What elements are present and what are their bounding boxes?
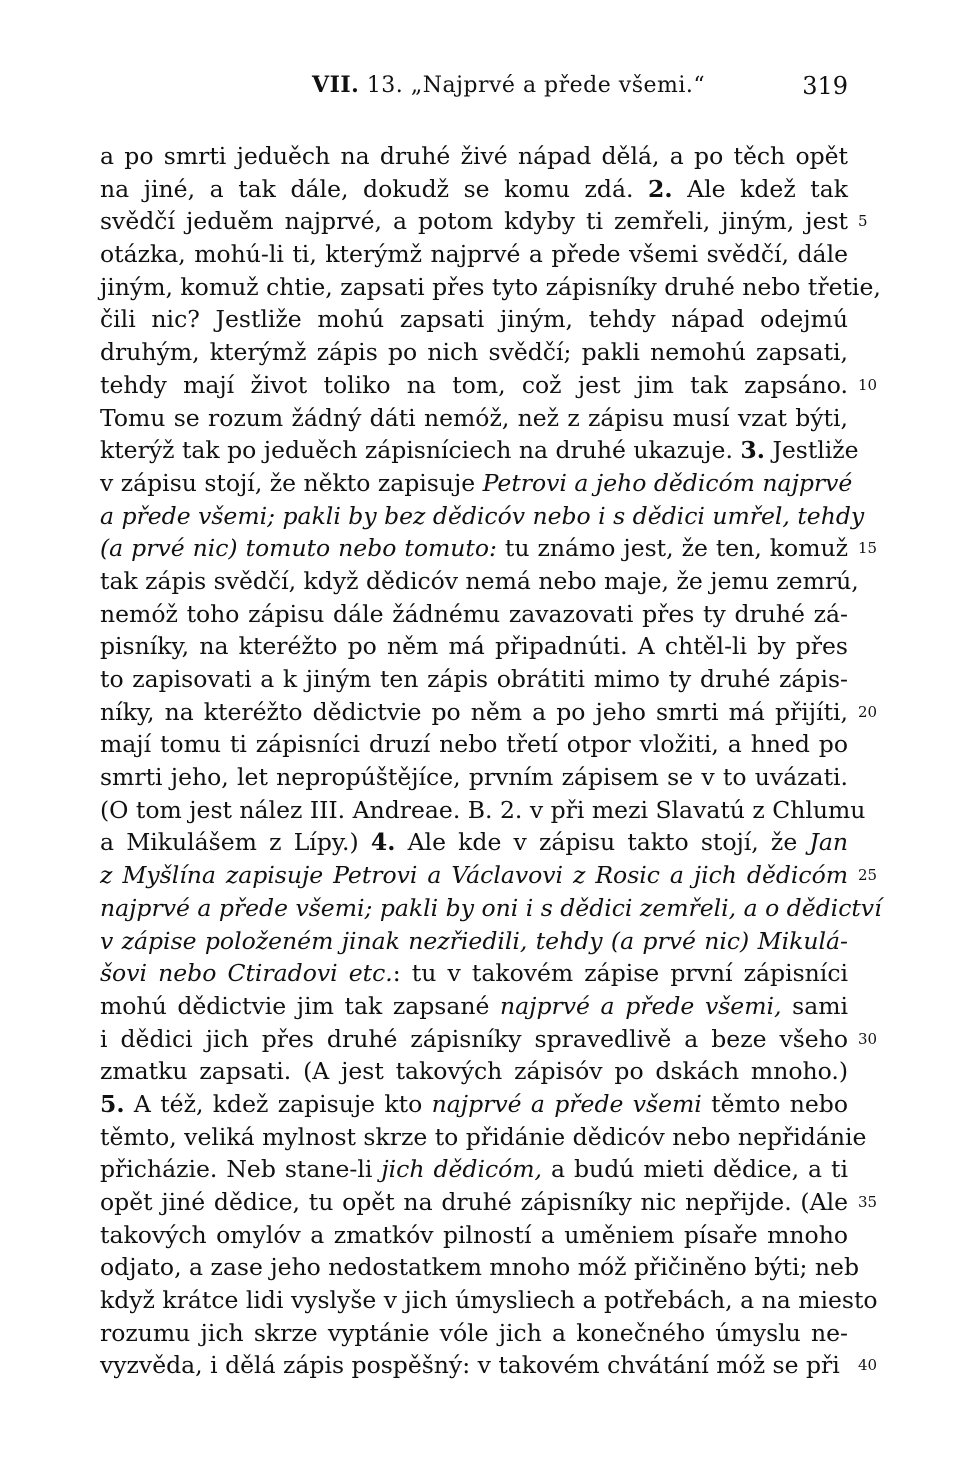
text-line [100,1186,878,1219]
text-line [100,336,848,369]
text-line [100,434,859,467]
italic-span: z Myšlína zapisuje Petrovi a Václavovi z Rosic a jich dědicóm [100,861,848,890]
text-span: opět jiné dědice, tu opět na druhé zápisníky nic nepřijde. (Ale [100,1188,848,1216]
text-span: a po smrti jeduěch na druhé živé nápad dělá, a po těch opět [100,142,848,170]
line-number: 15 [858,539,878,558]
text-line [100,1219,848,1252]
italic-span: najprvé a přede všemi; pakli by oni i s dědici zemřeli, a o dědictví [100,893,882,922]
text-span: těmto nebo [701,1089,848,1118]
text-span: těmto, veliká mylnost skrze to přidánie dědicóv nebo nepřidánie [100,1122,867,1151]
text-span: Ale kde v zápisu takto stojí, že [395,828,810,857]
text-span: (O tom jest nález III. Andreae. B. 2. v při mezi Slavatú z Chlumu [100,795,866,824]
text-span: odjato, a zase jeho nedostatkem mnoho móž přičiněno býti; neb [100,1253,859,1282]
text-span: i dědici jich přes druhé zápisníky spravedlivě a beze všeho [100,1024,848,1053]
text-line [100,630,848,663]
text-line [100,761,848,794]
text-line [100,1284,878,1317]
text-span: rozumu jich skrze vyptánie vóle jich a konečného úmyslu ne- [100,1318,848,1347]
italic-span: (a prvé nic) tomuto nebo tomuto: [100,534,497,563]
text-line [100,1251,859,1284]
text-span: přicházie. Neb stane-li [100,1155,382,1184]
text-span: níky, na kteréžto dědictvie po něm a po jeho smrti má přijíti, [100,697,848,726]
body-text [100,140,882,1382]
paragraph-number: 3. [740,436,765,465]
text-span: Jestliže [764,436,859,465]
text-line [100,696,878,729]
text-span: jiným, komuž chtie, zapsati přes tyto zápisníky druhé nebo třetie, [100,272,881,301]
text-line [100,1153,848,1186]
text-line [100,859,878,892]
text-span: kterýž tak po jeduěch zápisníciech na druhé ukazuje. [100,436,741,465]
text-line [100,1349,878,1382]
text-line [100,565,859,598]
text-span: mají tomu ti zápisníci druzí nebo třetí otpor vložiti, a hned po [100,730,848,759]
italic-span: šovi nebo Ctiradovi etc. [100,959,393,988]
text-span: a Mikulášem z Lípy.) [100,828,371,857]
text-line [100,1023,878,1056]
text-line [100,532,878,565]
text-line [100,728,848,761]
line-number: 10 [858,375,878,394]
italic-span: najprvé a přede všemi [431,1089,702,1118]
text-line [100,957,848,990]
text-line [100,271,881,304]
text-line [100,892,882,925]
paragraph-number: 4. [370,828,396,857]
line-number: 35 [858,1193,878,1211]
text-line [100,140,848,173]
text-span: druhým, kterýmž zápis po nich svědčí; pakli nemohú zapsati, [100,338,848,367]
running-head [312,72,705,98]
italic-span: najprvé a přede všemi, [500,991,782,1020]
text-line [100,794,866,827]
line-number: 20 [858,702,878,721]
text-line [100,826,848,859]
line-number: 25 [858,866,878,885]
text-line [100,467,853,500]
italic-span: Petrovi a jeho dědicóm najprvé [482,468,853,497]
page-header [100,72,848,108]
text-span: nemóž toho zápisu dále žádnému zavazovati přes ty druhé zá- [100,599,848,628]
chapter-number: VII. [312,72,360,98]
italic-span: v zápise položeném jinak nezřiedili, tehdy (a prvé nic) Mikulá- [100,926,848,955]
text-span: vyzvěda, i dělá zápis pospěšný: v takovém chvátání móž se při [100,1351,840,1380]
text-line [100,1121,867,1154]
text-line [100,173,848,206]
text-span: : tu v takovém zápise první zápisníci [392,959,848,988]
text-span: a budú mieti dědice, a ti [542,1155,848,1184]
text-span: to zapisovati a k jiným ten zápis obrátiti mimo ty druhé zápis- [100,665,848,693]
text-span: když krátce lidi vyslyše v jich úmysliech a potřebách, a na miesto [100,1286,878,1315]
text-span: smrti jeho, let nepropúštějíce, prvním zápisem se v to uvázati. [100,763,848,792]
text-span: tak zápis svědčí, když dědicóv nemá nebo maje, že jemu zemrú, [100,566,859,595]
line-number: 5 [858,212,868,231]
text-span: pisníky, na kteréžto po něm má připadnúti. A chtěl-li by přes [100,632,848,661]
text-line [100,990,848,1023]
text-line [100,925,848,958]
text-span: svědčí jeduěm najprvé, a potom kdyby ti zemřeli, jiným, jest [100,207,848,236]
text-line [100,1055,848,1088]
text-span: zmatku zapsati. (A jest takových zápisóv po dskách mnoho.) [100,1057,848,1086]
page-number: 319 [802,72,848,100]
text-span: sami [781,991,849,1020]
text-span: otázka, mohú-li ti, kterýmž najprvé a přede všemi svědčí, dále [100,240,848,269]
text-span: čili nic? Jestliže mohú zapsati jiným, tehdy nápad odejmú [100,305,848,334]
text-span: tehdy mají život toliko na tom, což jest jim tak zapsáno. [100,370,848,399]
paragraph-number: 5. [100,1089,125,1118]
text-line [100,1317,848,1350]
italic-span: Jan [809,828,848,857]
text-line [100,500,865,533]
text-span: v zápisu stojí, že někto zapisuje [100,468,483,497]
section-number: 13. [366,73,404,98]
text-span: Tomu se rozum žádný dáti nemóž, než z zápisu musí vzat býti, [100,403,848,432]
paragraph-number: 2. [648,174,673,203]
text-line [100,205,868,238]
text-line [100,303,848,336]
text-span: Ale kdež tak [672,174,848,203]
section-title: „Najprvé a přede všemi.“ [410,73,706,98]
text-span: A též, kdež zapisuje kto [124,1089,432,1118]
text-line [100,402,848,435]
text-span: na jiné, a tak dále, dokudž se komu zdá. [100,174,649,203]
text-line [100,1088,848,1121]
text-line [100,663,848,696]
line-number: 40 [858,1356,878,1375]
text-line [100,369,878,402]
text-span: takových omylóv a zmatkóv pilností a uměniem písaře mnoho [100,1220,848,1249]
text-line [100,238,848,271]
text-line [100,598,848,631]
line-number: 30 [858,1029,878,1048]
italic-span: jich dědicóm, [381,1155,543,1184]
text-span: tu známo jest, že ten, komuž [496,534,848,563]
italic-span: a přede všemi; pakli by bez dědicóv nebo i s dědici umřel, tehdy [100,501,865,530]
text-span: mohú dědictvie jim tak zapsané [100,991,501,1020]
